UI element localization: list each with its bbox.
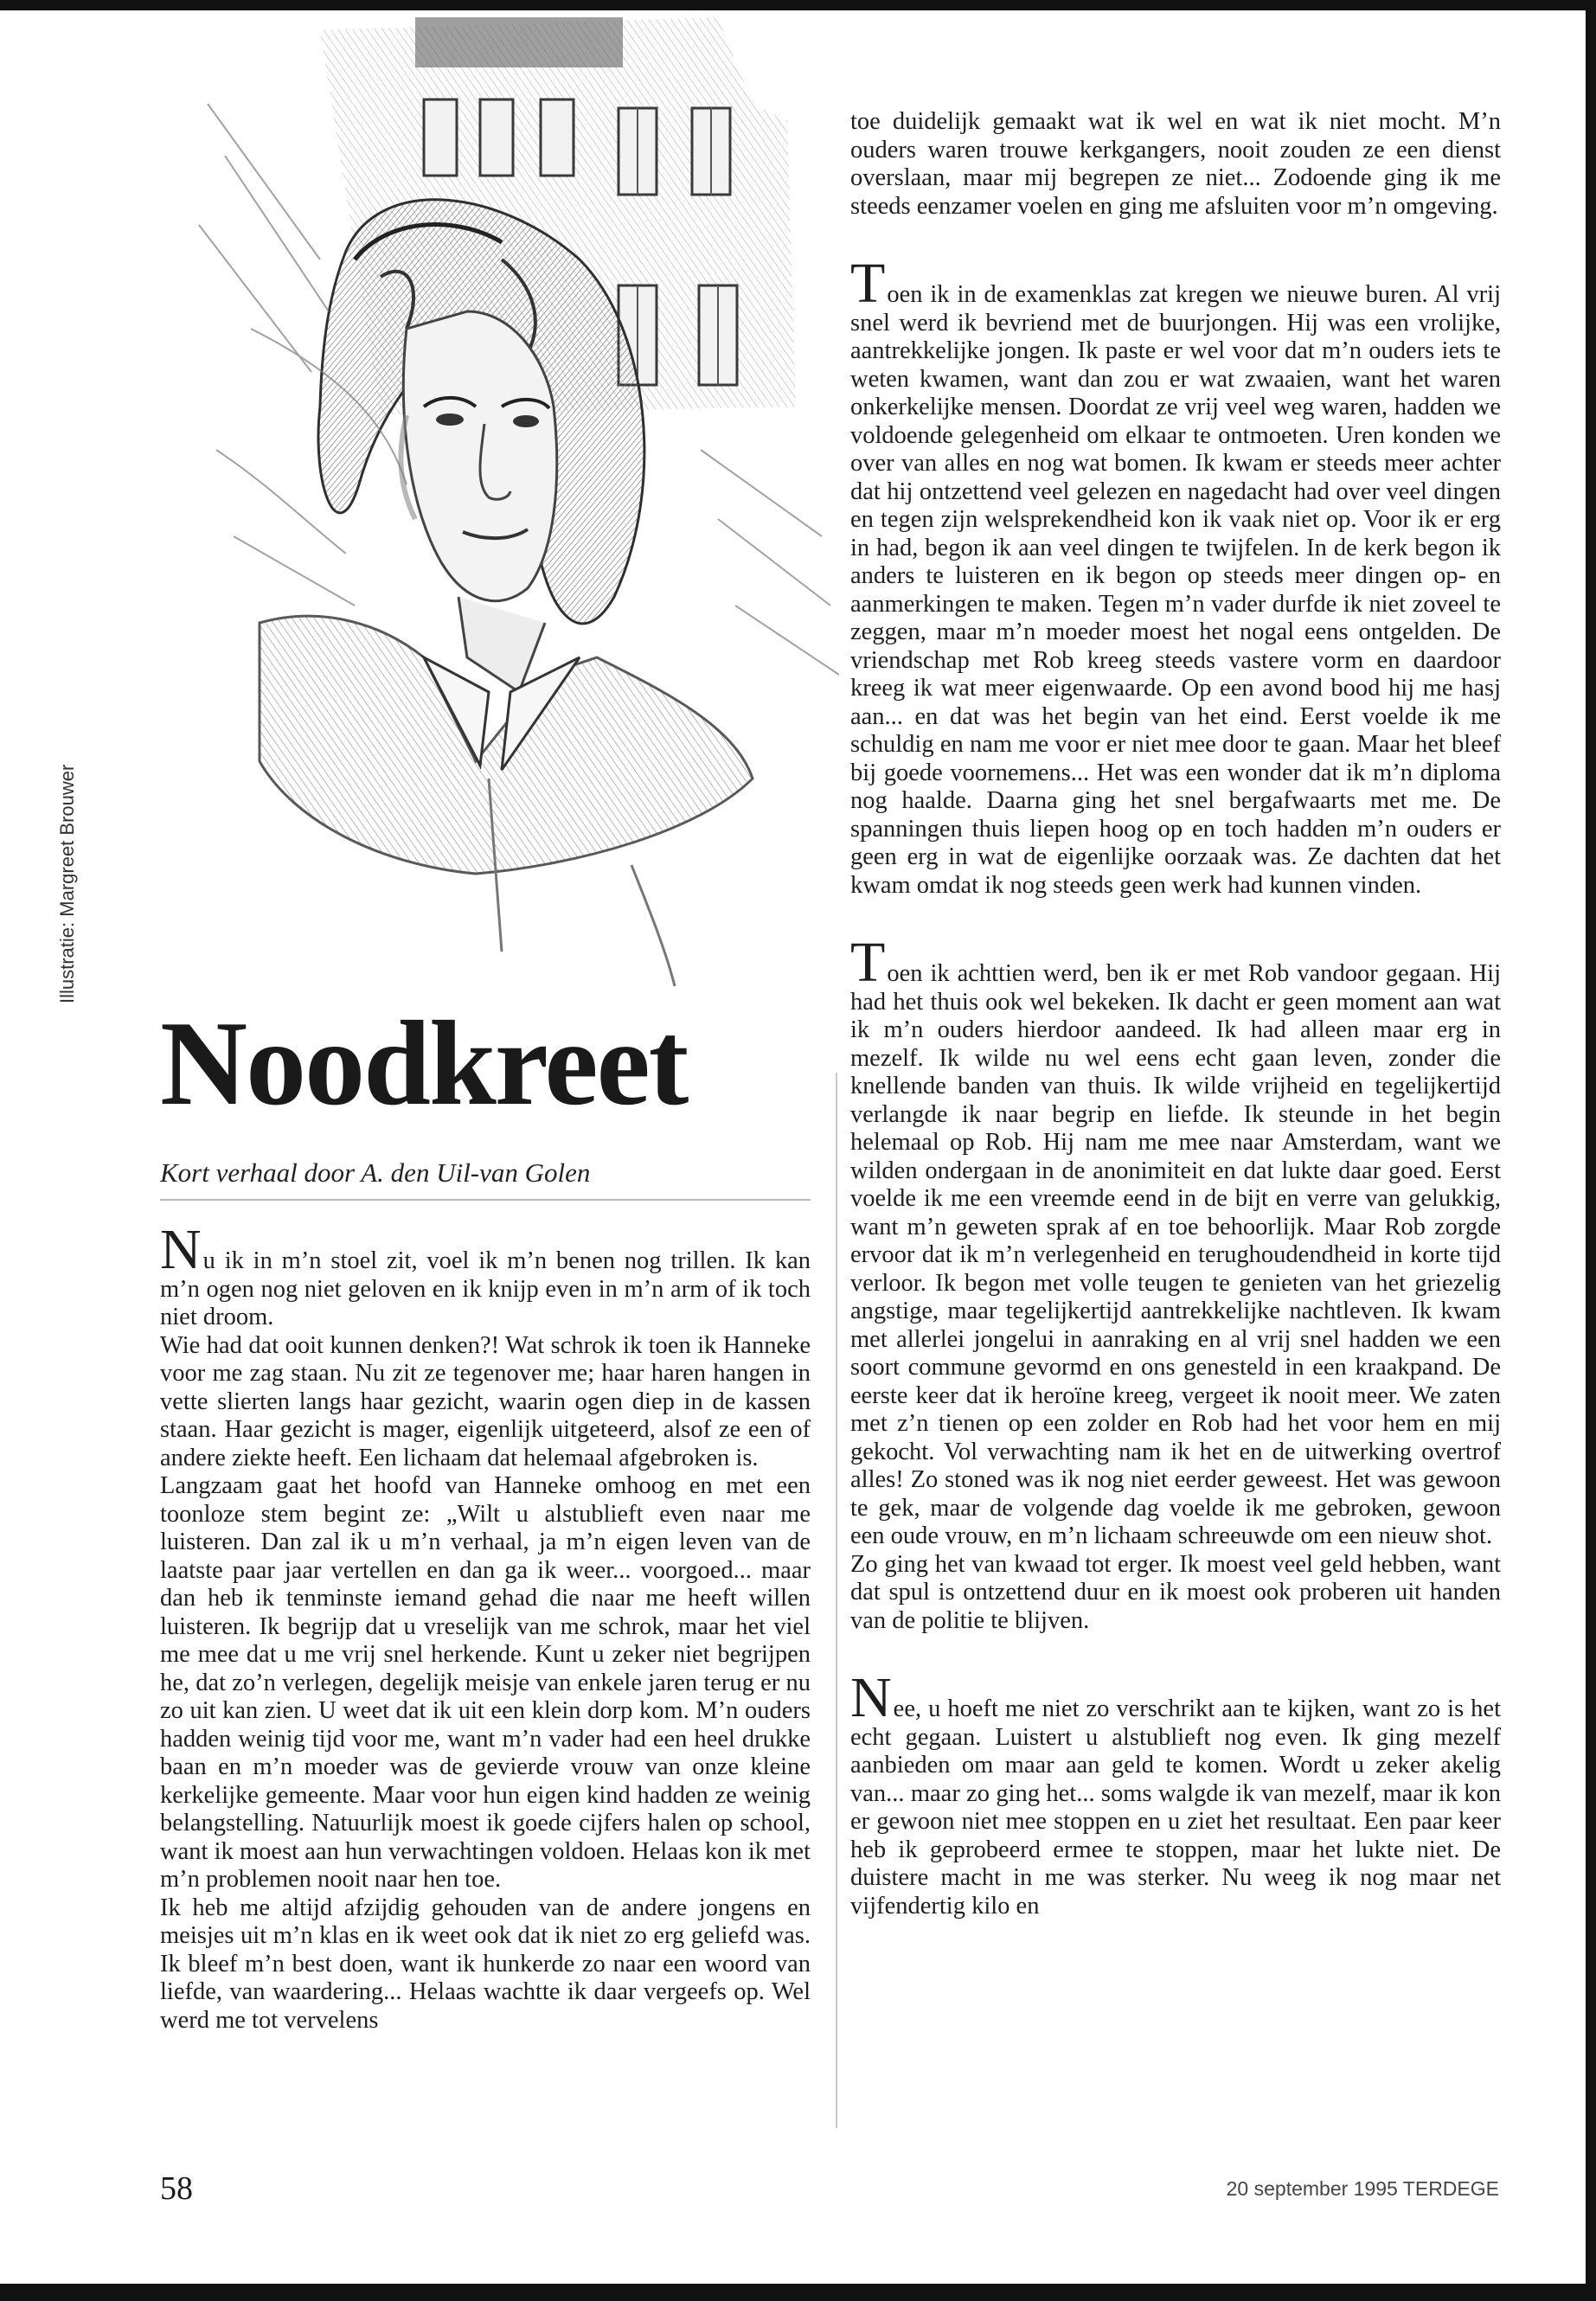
right-text-column — [850, 108, 1501, 1920]
scan-border-bottom — [0, 2284, 1596, 2301]
paragraph: Zo ging het van kwaad tot erger. Ik moest veel geld hebben, want dat spul is ontzettend duur en ik moest ook proberen uit handen van de politie te blijven. — [850, 1550, 1501, 1634]
paragraph: Nee, u hoeft me niet zo verschrikt aan te kijken, want zo is het echt gegaan. Luistert u alstublieft nog even. Ik ging mezelf aanbieden om maar aan geld te komen. Wordt u zeker akelig van... maar zo ging het... soms walgde ik van mezelf, maar ik kon er gewoon niet mee stoppen en u ziet het resultaat. Een paar keer heb ik geprobeerd ermee te stoppen, maar het lukte niet. De duistere macht in me was sterker. Nu weeg ik nog maar net vijfendertig kilo en — [850, 1666, 1501, 1920]
issue-date: 20 september 1995 TERDEGE — [1226, 2177, 1499, 2200]
portrait-shirt — [260, 597, 753, 986]
paragraph: Langzaam gaat het hoofd van Hanneke omhoog en met een toonloze stem begint ze: „Wilt u alstublieft even naar me luisteren. Dan zal ik u m’n verhaal, ja m’n eigen leven van de laatste paar jaar vertellen en dan ga ik weer... voorgoed... maar dan heb ik tenminste iemand gehad die naar me heeft willen luisteren. Ik begrijp dat u vreselijk van me schrok, maar het viel me mee dat u me vrij snel herkende. Kunt u zeker niet begrijpen he, dat zo’n verlegen, degelijk meisje van enkele jaren terug er nu zo uit kan zien. U weet dat ik uit een klein dorp kom. M’n ouders hadden weinig tijd voor me, want m’n vader had een heel drukke baan en m’n moeder was de gevierde vrouw van onze kleine kerkelijke gemeente. Maar voor hun eigen kind hadden ze weinig belangstelling. Natuurlijk moest ik goede cijfers halen op school, want ik moest aan hun verwachtingen voldoen. Helaas kon ik met m’n problemen nooit naar hen toe. — [160, 1472, 811, 1893]
paragraph: Toen ik achttien werd, ben ik er met Rob vandoor gegaan. Hij had het thuis ook wel bekeken. Ik dacht er geen moment aan wat ik m’n ouders hierdoor aandeed. Ik had alleen maar erg in mezelf. Ik wilde nu wel eens echt gaan leven, zonder die knellende banden van thuis. Ik wilde vrijheid en tegelijkertijd verlangde ik naar begrip en liefde. Ik steunde in het begin helemaal op Rob. Hij nam me mee naar Amsterdam, want we wilden ondergaan in de anonimiteit en dat lukte daar goed. Eerst voelde ik me een vreemde eend in de bijt en verre van gelukkig, want m’n geweten sprak af en toe behoorlijk. Maar Rob zorgde ervoor dat ik m’n verlegenheid en terughoudendheid in korte tijd verloor. Ik begon met volle teugen te genieten van het griezelig angstige, maar tegelijkertijd aantrekkelijke nachtleven. Ik kwam met allerlei jongelui in aanraking en al vrij snel hadden we een soort commune gevormd en ons genesteld in een kraakpand. De eerste keer dat ik heroïne kreeg, vergeet ik nooit meer. We zaten met z’n tienen op een zolder en Rob had het voor hem en mij gekocht. Vol verwachting nam ik het en de uitwerking overtrof alles! Zo stoned was ik nog niet eerder geweest. Het was gewoon te gek, maar de volgende dag voelde ik me gebroken, gewoon een oude vrouw, en m’n lichaam schreeuwde om een nieuw shot. — [850, 931, 1501, 1549]
drop-initial: N — [850, 1666, 892, 1729]
paragraph: Nu ik in m’n stoel zit, voel ik m’n benen nog trillen. Ik kan m’n ogen nog niet geloven en ik knijp even in m’n arm of ik toch niet droom. — [160, 1218, 811, 1330]
scan-border-right — [1586, 0, 1596, 2301]
page-number: 58 — [160, 2170, 193, 2207]
paragraph: Ik heb me altijd afzijdig gehouden van de andere jongens en meisjes uit m’n klas en ik weet ook dat ik niet zo erg geliefd was. Ik bleef m’n best doen, want ik hunkerde zo naar een woord van liefde, van waardering... Helaas wachtte ik daar vergeefs op. Wel werd me tot vervelens — [160, 1894, 811, 2034]
paragraph: toe duidelijk gemaakt wat ik wel en wat ik niet mocht. M’n ouders waren trouwe kerkgangers, nooit zouden ze een dienst overslaan, maar mij begrepen ze niet... Zodoende ging ik me steeds eenzamer voelen en ging me afsluiten voor m’n omgeving. — [850, 108, 1501, 220]
drop-initial: T — [850, 931, 886, 994]
pencil-illustration — [95, 0, 839, 1012]
drop-initial: N — [160, 1218, 202, 1281]
article-byline: Kort verhaal door A. den Uil-van Golen — [160, 1157, 591, 1188]
column-divider — [836, 1073, 837, 2128]
paragraph: Toen ik in de examenklas zat kregen we nieuwe buren. Al vrij snel werd ik bevriend met de buurjongen. Hij was een vrolijke, aantrekkelijke jongen. Ik paste er wel voor dat m’n ouders iets te weten kwamen, want dan zou er wat zwaaien, want het waren onkerkelijke mensen. Doordat ze vrij veel weg waren, hadden we voldoende gelegenheid om elkaar te ontmoeten. Uren konden we over van alles en nog wat bomen. Ik kwam er steeds meer achter dat hij ontzettend veel gelezen en nagedacht had over veel dingen en tegen zijn welsprekendheid kon ik vaak niet op. Voor ik er erg in had, begon ik aan veel dingen te twijfelen. In de kerk begon ik anders te luisteren en ik begon op steeds meer dingen op- en aanmerkingen te maken. Tegen m’n vader durfde ik niet zoveel te zeggen, maar m’n moeder moest het nogal eens ontgelden. De vriendschap met Rob kreeg steeds vastere vorm en daardoor kreeg ik wat meer eigenwaarde. Op een avond bood hij me hasj aan... en dat was het begin van het eind. Eerst voelde ik me schuldig en nam me voor er niet mee door te gaan. Maar het bleef bij goede voornemens... Het was een wonder dat ik m’n diploma nog haalde. Daarna ging het snel bergafwaarts met me. De spanningen thuis liepen hoog op en toch hadden m’n ouders er geen erg in wat de eigenlijke oorzaak was. Ze dachten dat het kwam omdat ik nog steeds geen werk had kunnen vinden. — [850, 252, 1501, 899]
paragraph: Wie had dat ooit kunnen denken?! Wat schrok ik toen ik Hanneke voor me zag staan. Nu zit ze tegenover me; haar haren hangen in vette slierten langs haar gezicht, waarin ogen diep in de kassen staan. Haar gezicht is mager, eigenlijk uitgeteerd, alsof ze een of andere ziekte heeft. Een lichaam dat helemaal afgebroken is. — [160, 1331, 811, 1471]
portrait-face — [401, 311, 556, 601]
left-text-column — [160, 1218, 811, 2035]
illustration-credit: Illustratie: Margreet Brouwer — [56, 764, 78, 1003]
drop-initial: T — [850, 252, 886, 315]
byline-rule — [160, 1199, 811, 1201]
article-title: Noodkreet — [160, 997, 688, 1131]
